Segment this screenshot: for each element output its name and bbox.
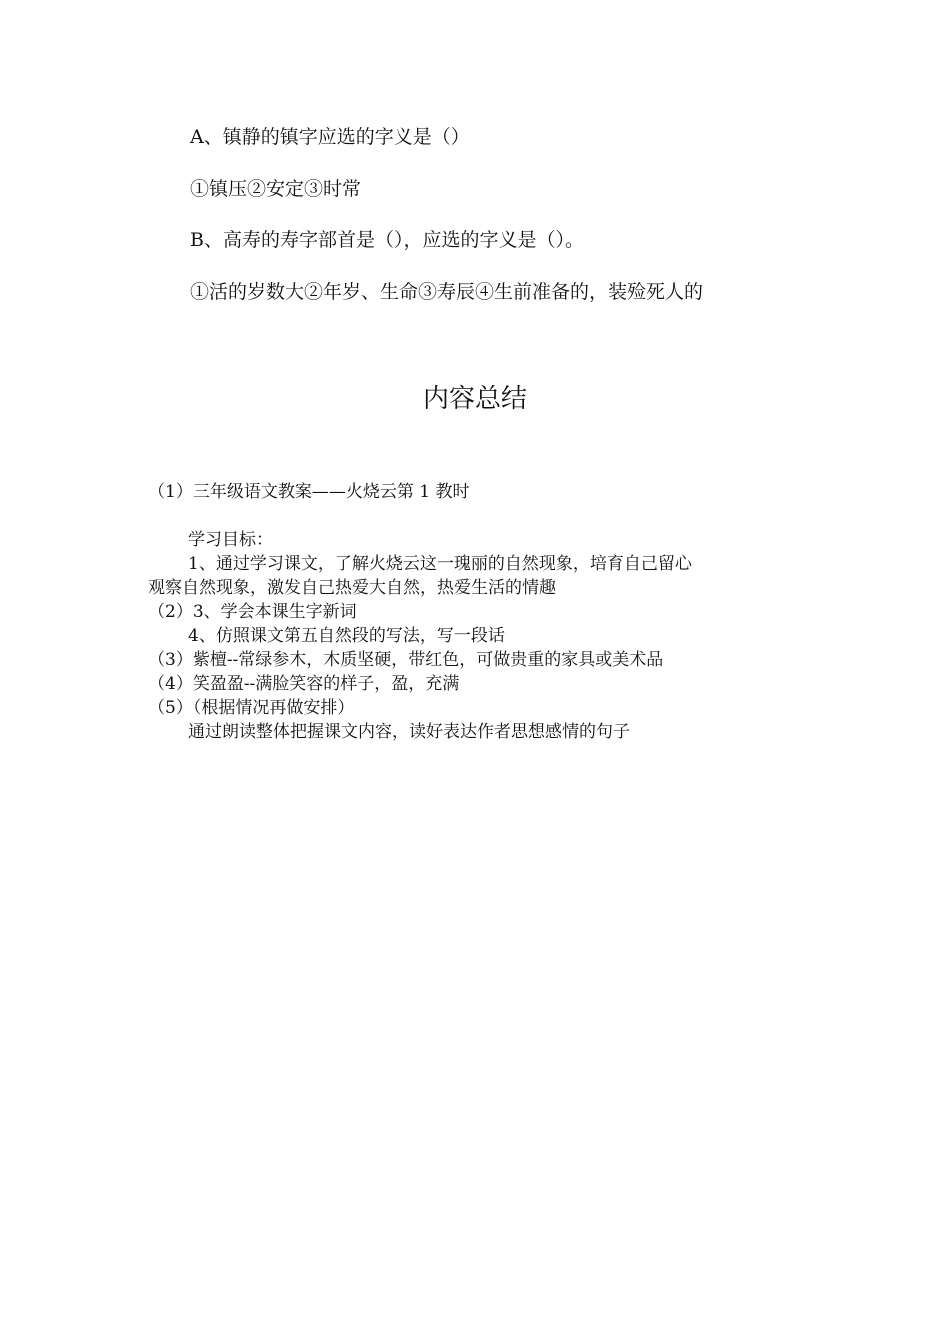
summary-line-2: 学习目标： [188,530,273,550]
question-b-prompt: B、高寿的寿字部首是（），应选的字义是（）。 [190,229,584,251]
section-title: 内容总结 [422,384,527,414]
summary-line-3: 1、通过学习课文，了解火烧云这一瑰丽的自然现象，培育自己留心 [188,554,692,574]
summary-line-6: 4、仿照课文第五自然段的写法，写一段话 [188,626,505,646]
summary-line-7: （3）紫檀--常绿参木，木质坚硬，带红色，可做贵重的家具或美术品 [148,650,664,670]
summary-line-9: （5）（根据情况再做安排） [148,698,355,718]
summary-line-10: 通过朗读整体把握课文内容，读好表达作者思想感情的句子 [188,722,630,742]
summary-line-1: （1）三年级语文教案——火烧云第 1 教时 [148,482,470,502]
question-b-options: ①活的岁数大②年岁、生命③寿辰④生前准备的，装殓死人的 [190,281,704,303]
summary-line-4: 观察自然现象，激发自己热爱大自然，热爱生活的情趣 [148,578,556,598]
question-a-options: ①镇压②安定③时常 [190,178,362,200]
summary-line-5: （2）3、学会本课生字新词 [148,602,357,622]
question-a-prompt: A、镇静的镇字应选的字义是（） [190,126,470,148]
summary-line-8: （4）笑盈盈--满脸笑容的样子，盈，充满 [148,674,460,694]
